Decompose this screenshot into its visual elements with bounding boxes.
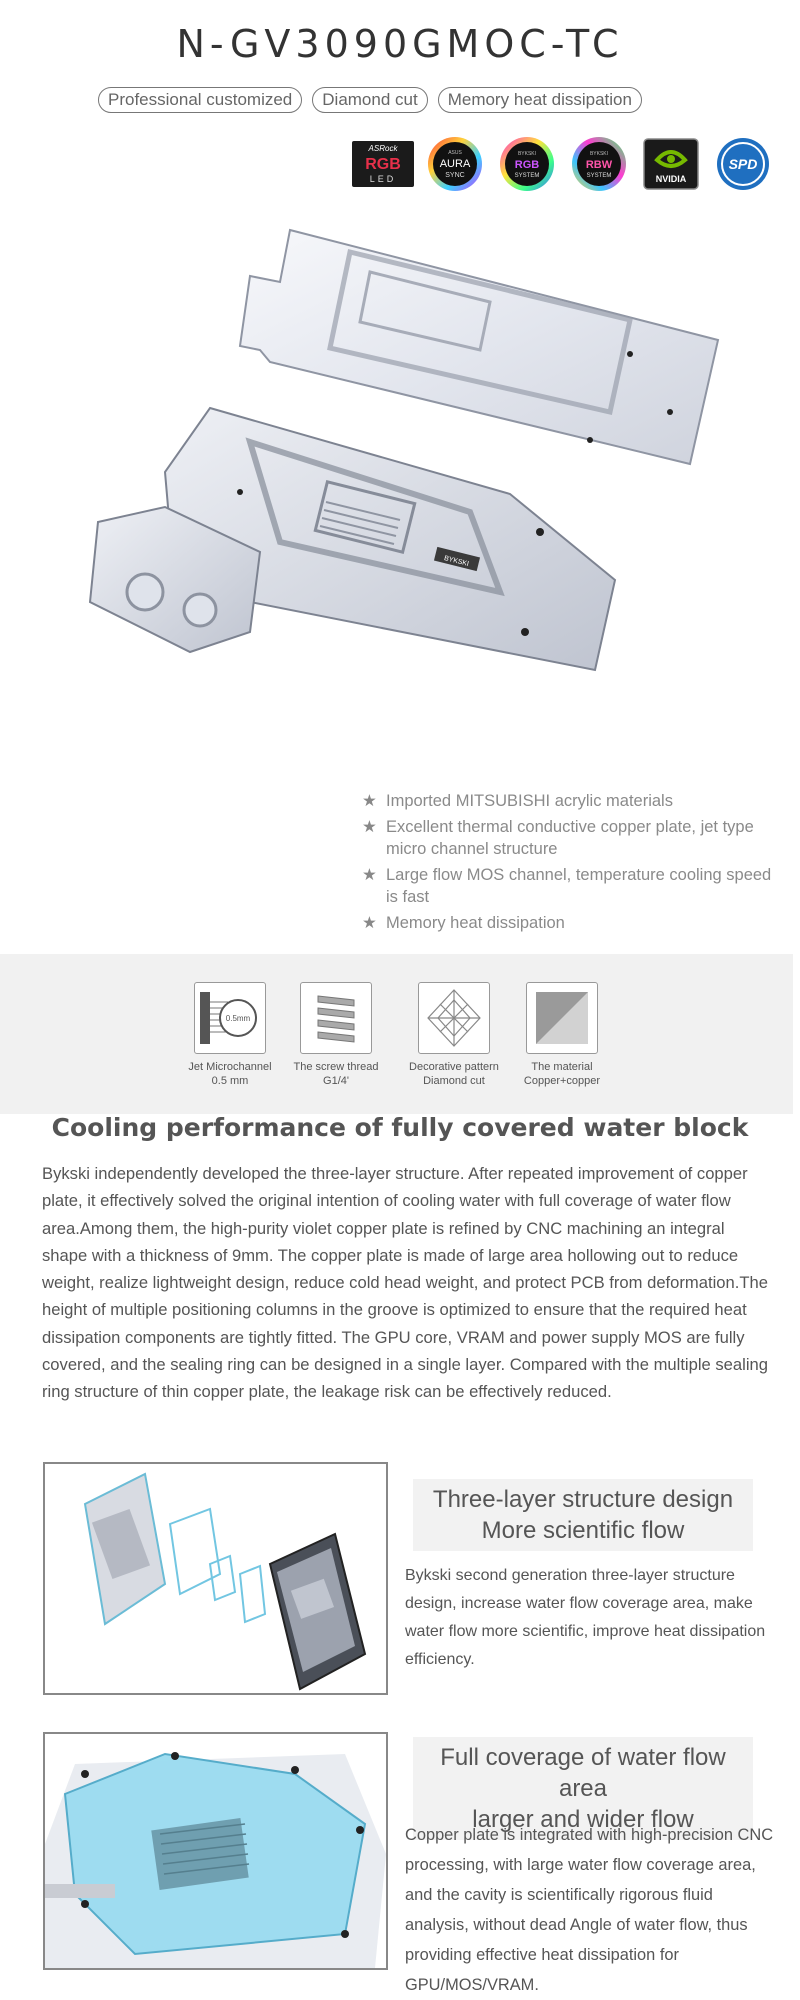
svg-text:ASUS: ASUS bbox=[448, 150, 462, 156]
svg-text:SYNC: SYNC bbox=[445, 172, 465, 179]
section-body: Bykski independently developed the three-layer structure. After repeated improvement of copper plate, it effectively solved the original intention of cooling water with full coverage of water flow area.Among them, the high-purity violet copper plate is refined by CNC machining an integral shape with a thickness of 9mm. The copper plate is made of large area hollowing out to reduce weight, realize lightweight design, reduce cold head weight, and protect PCB from deformation.The height of multiple positioning columns in the groove is optimized to ensure that the required heat dissipation components are tightly fitted. The GPU core, VRAM and power supply MOS are fully covered, and the sealing ring can be designed in a single layer. Compared with the multiple sealing ring structure of thin copper plate, the leakage risk can be effectively reduced. bbox=[42, 1164, 768, 1402]
asus-aura-sync-logo bbox=[423, 136, 487, 192]
feature-text: Excellent thermal conductive copper plate, jet type micro channel structure bbox=[386, 818, 754, 858]
block-title-three-layer bbox=[413, 1479, 753, 1551]
feature-item bbox=[360, 790, 780, 812]
spec-label: Decorative pattern bbox=[409, 1061, 499, 1073]
section-title: Cooling performance of fully covered water block bbox=[51, 1113, 749, 1142]
svg-text:BYKSKI: BYKSKI bbox=[443, 554, 470, 568]
svg-text:SPD: SPD bbox=[728, 156, 758, 172]
star-icon: ★ bbox=[362, 818, 377, 836]
compatibility-logos bbox=[351, 136, 775, 192]
svg-text:LED: LED bbox=[369, 174, 397, 184]
svg-text:NVIDIA: NVIDIA bbox=[655, 174, 687, 184]
block-description-three-layer: Bykski second generation three-layer structure design, increase water flow coverage area, make water flow more scientific, improve heat dissipation efficiency. bbox=[405, 1567, 766, 1668]
svg-text:BYKSKI: BYKSKI bbox=[517, 151, 537, 157]
star-icon: ★ bbox=[362, 914, 377, 932]
feature-text: Large flow MOS channel, temperature cooling speed is fast bbox=[386, 866, 772, 906]
svg-text:ASRock: ASRock bbox=[368, 144, 398, 153]
tag-professional: Professional customized bbox=[98, 87, 302, 113]
block-description-full-coverage: Copper plate is integrated with high-precision CNC processing, with large water flow coverage area, and the cavity is scientifically rigorous fluid analysis, without dead Angle of water flow, thus providing effective heat dissipation for GPU/MOS/VRAM. bbox=[405, 1826, 774, 1994]
feature-text: Imported MITSUBISHI acrylic materials bbox=[386, 792, 673, 810]
bykski-rgb-system-logo bbox=[495, 136, 559, 192]
feature-item bbox=[360, 816, 780, 860]
feature-item bbox=[360, 864, 780, 908]
bykski-rbw-system-logo bbox=[567, 136, 631, 192]
svg-text:RGB: RGB bbox=[365, 156, 401, 173]
backplate-image bbox=[240, 230, 718, 464]
star-icon: ★ bbox=[362, 866, 377, 884]
spec-label: The screw thread bbox=[293, 1061, 379, 1073]
feature-item bbox=[360, 912, 780, 934]
spec-value: Copper+copper bbox=[523, 1075, 601, 1087]
svg-text:SYSTEM: SYSTEM bbox=[514, 173, 540, 179]
block-title-line: More scientific flow bbox=[481, 1517, 685, 1544]
spec-value: Diamond cut bbox=[423, 1075, 485, 1087]
exploded-view-image bbox=[43, 1462, 388, 1695]
svg-text:RGB: RGB bbox=[514, 159, 540, 171]
block-title-line: Three-layer structure design bbox=[432, 1486, 734, 1513]
water-block-product-image bbox=[70, 212, 730, 812]
copper-material-icon bbox=[526, 982, 598, 1054]
block-title-line: Full coverage of water flow area bbox=[440, 1744, 726, 1802]
water-flow-image bbox=[43, 1732, 388, 1970]
svg-text:BYKSKI: BYKSKI bbox=[589, 151, 609, 157]
spec-band bbox=[0, 954, 793, 1114]
exploded-main-block bbox=[270, 1534, 365, 1689]
spec-material bbox=[497, 982, 627, 1088]
spec-value: G1/4' bbox=[323, 1075, 349, 1087]
svg-text:SYSTEM: SYSTEM bbox=[586, 173, 612, 179]
diamond-pattern-icon bbox=[418, 982, 490, 1054]
spec-label: The material bbox=[531, 1061, 593, 1073]
screw-thread-icon bbox=[300, 982, 372, 1054]
feature-text: Memory heat dissipation bbox=[386, 914, 565, 932]
star-icon: ★ bbox=[362, 792, 377, 810]
spd-logo bbox=[711, 136, 775, 192]
svg-text:RBW: RBW bbox=[585, 159, 613, 171]
block-title-line: larger and wider flow bbox=[472, 1806, 694, 1833]
feature-list bbox=[360, 790, 780, 938]
feature-tags bbox=[98, 87, 642, 113]
microchannel-icon bbox=[194, 982, 266, 1054]
exploded-backplate bbox=[85, 1474, 165, 1624]
nvidia-logo bbox=[639, 136, 703, 192]
product-title: N-GV3090GMOC-TC bbox=[176, 22, 624, 66]
tag-memory-heat: Memory heat dissipation bbox=[438, 87, 642, 113]
spec-label: Jet Microchannel bbox=[188, 1061, 272, 1073]
svg-text:AURA: AURA bbox=[439, 158, 471, 170]
spec-value: 0.5 mm bbox=[211, 1075, 249, 1087]
spec-screw-thread bbox=[271, 982, 401, 1088]
tag-diamond-cut: Diamond cut bbox=[312, 87, 427, 113]
asrock-rgb-led-logo bbox=[351, 136, 415, 192]
svg-text:0.5mm: 0.5mm bbox=[225, 1014, 251, 1023]
